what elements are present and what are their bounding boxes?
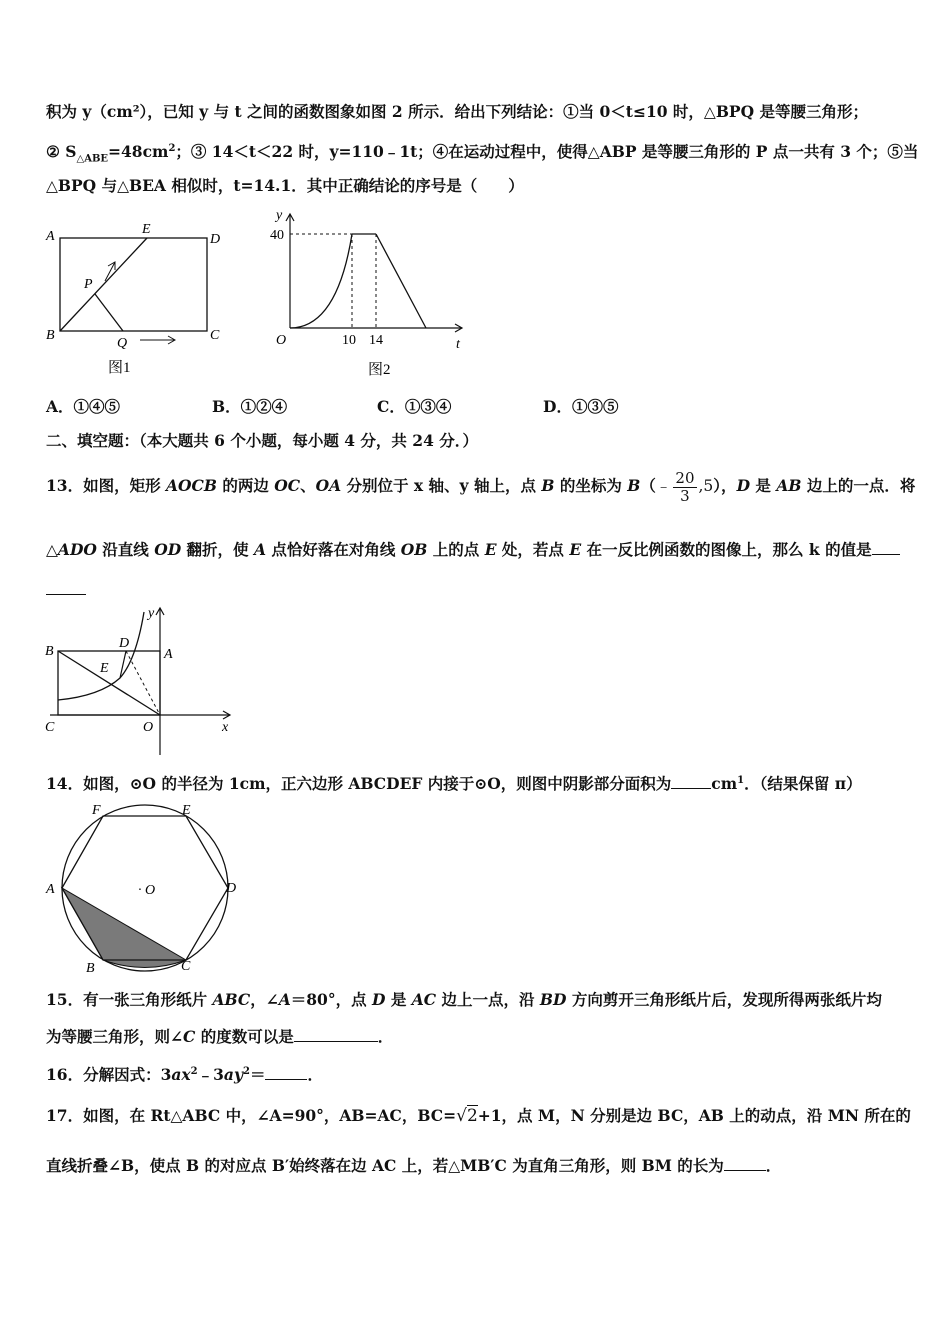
label-B: B	[45, 644, 54, 659]
tick-10: 10	[342, 333, 356, 348]
option-d[interactable]: D．①③⑤	[543, 397, 619, 416]
q12-line-1: 积为 y（cm²），已知 y 与 t 之间的函数图象如图 2 所示．给出下列结论：①当 0＜t≤10 时，△BPQ 是等腰三角形；	[46, 102, 868, 121]
label-E: E	[182, 803, 191, 818]
label-B: B	[86, 961, 95, 976]
answer-blank-16[interactable]	[265, 1079, 307, 1080]
label-D: D	[119, 636, 130, 651]
figure-2-caption: 图2	[368, 362, 391, 378]
answer-blank-17[interactable]	[724, 1170, 766, 1171]
label-O: · O	[138, 883, 156, 898]
tick-14: 14	[369, 333, 383, 348]
label-B: B	[46, 328, 55, 343]
label-C: C	[181, 959, 191, 974]
q17-line-2: 直线折叠∠B，使点 B 的对应点 B′始终落在边 AC 上，若△MB′C 为直角三角形，则 BM 的长为 ．	[46, 1156, 782, 1175]
label-O: O	[143, 720, 154, 735]
q16-line: 16．分解因式：$3ax^2﹣3ay^2=$ ．	[46, 1065, 323, 1085]
label-C: C	[210, 328, 220, 343]
label-A: A	[164, 647, 173, 662]
section-heading: 二、填空题：（本大题共 6 个小题，每小题 4 分，共 24 分．）	[46, 431, 479, 450]
answer-blank-14[interactable]	[671, 788, 711, 789]
q15-line-1: 15．有一张三角形纸片 ABC，∠A＝80°，点 D 是 AC 边上一点，沿 BD 方向剪开三角形纸片后，发现所得两张纸片均	[46, 990, 882, 1009]
q12-line-3: △BPQ 与△BEA 相似时，t=14.1．其中正确结论的序号是（ ）	[46, 176, 524, 195]
axis-t-label: t	[456, 337, 460, 352]
label-E: E	[142, 222, 151, 237]
answer-blank-13a[interactable]	[872, 554, 900, 555]
q12-figure-2	[262, 206, 472, 382]
q12-line-2: ② $S_{\triangle ABE}=48cm^2$；③ 14＜t＜22 时，y=110﹣1t；④在运动过程中，使得△ABP 是等腰三角形的 P 点一共有 3 个；⑤当	[46, 142, 919, 165]
q17-line-1: 17．如图，在 Rt△ABC 中，∠A=90°，AB=AC，BC=√2+1，点 M，N 分别是边 BC，AB 上的动点，沿 MN 所在的	[46, 1106, 911, 1126]
answer-blank-15[interactable]	[294, 1041, 378, 1042]
answer-blank-13b[interactable]	[46, 576, 86, 595]
option-b[interactable]: B．①②④	[212, 397, 288, 416]
label-P: P	[84, 277, 93, 292]
tick-40: 40	[270, 228, 284, 243]
label-E: E	[100, 661, 109, 676]
axis-y-label: y	[276, 208, 283, 223]
figure-1-caption: 图1	[108, 360, 131, 376]
q13-figure	[40, 600, 240, 760]
option-c[interactable]: C．①③④	[377, 397, 452, 416]
fraction: $\frac{20}{3}$	[675, 468, 695, 505]
label-x: x	[222, 720, 229, 735]
label-D: D	[210, 232, 221, 247]
option-a[interactable]: A．①④⑤	[46, 397, 121, 416]
q15-line-2: 为等腰三角形，则∠C 的度数可以是 ．	[46, 1027, 394, 1046]
q13-line-1: 13．如图，矩形 AOCB 的两边 OC、OA 分别位于 x 轴、y 轴上，点 B 的坐标为 B（﹣ $\frac{20}{3}$ ,5），D 是 AB 边上的一点．将	[46, 468, 916, 505]
label-Q: Q	[117, 336, 128, 351]
q12-figure-1	[40, 218, 230, 380]
label-F: F	[92, 803, 101, 818]
q14-line: 14．如图，⊙O 的半径为 1cm，正六边形 ABCDEF 内接于⊙O，则图中阴影部分面积为 $cm^1$．（结果保留 π）	[46, 774, 862, 794]
origin-label: O	[276, 333, 287, 348]
q14-figure	[40, 800, 250, 980]
label-C: C	[45, 720, 55, 735]
label-A: A	[46, 882, 55, 897]
label-A: A	[46, 229, 55, 244]
q13-line-2: △ADO 沿直线 OD 翻折，使 A 点恰好落在对角线 OB 上的点 E 处，若点 E 在一反比例函数的图像上，那么 k 的值是	[46, 539, 910, 561]
label-D: D	[226, 881, 237, 896]
label-y: y	[148, 606, 155, 621]
sqrt-symbol: √2	[456, 1106, 478, 1126]
